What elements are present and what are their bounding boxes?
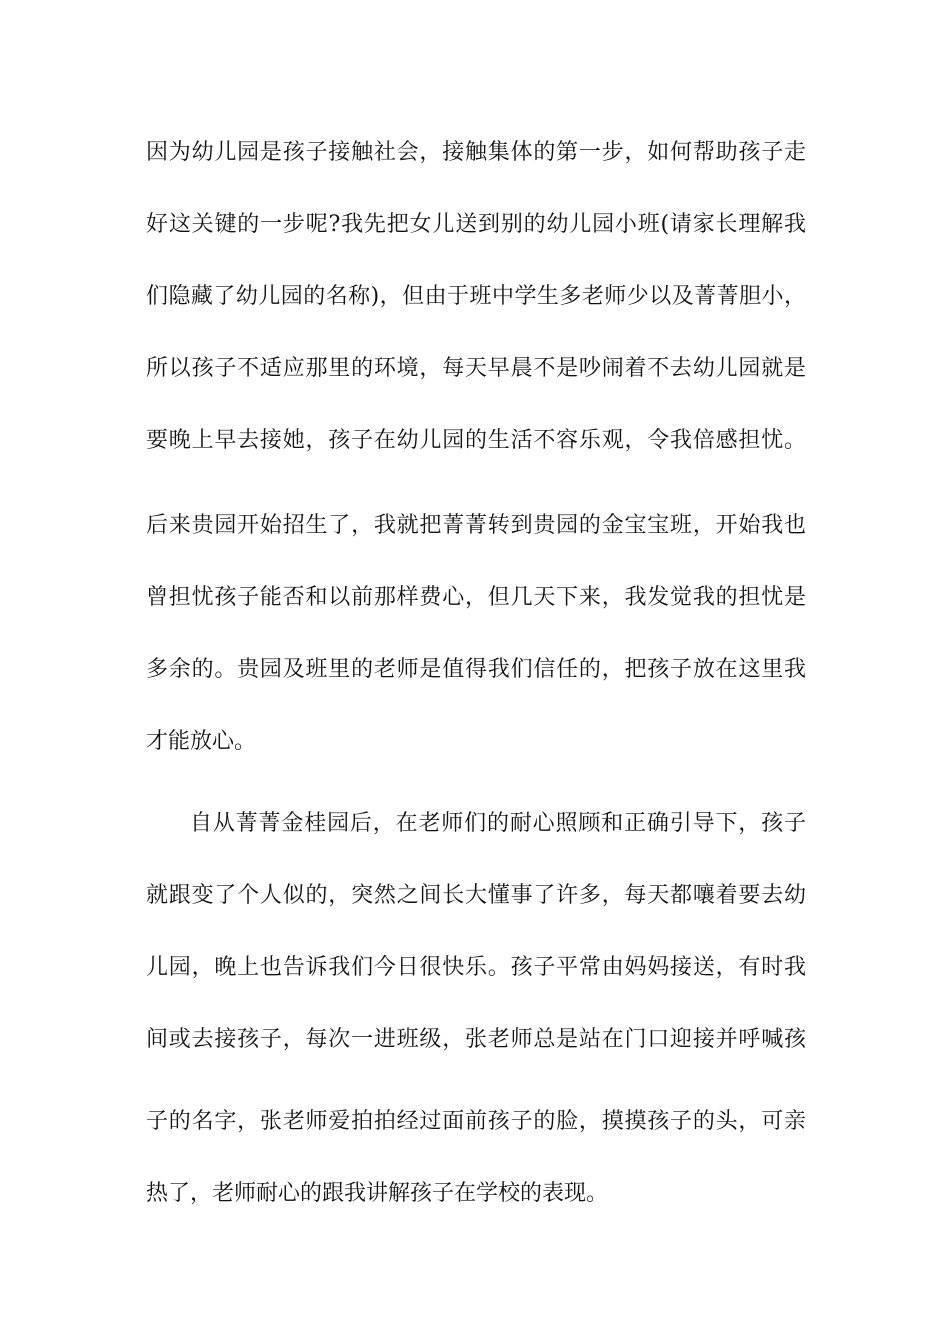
text-line: 热了，老师耐心的跟我讲解孩子在学校的表现。 bbox=[146, 1181, 609, 1206]
text-line: 们隐藏了幼儿园的名称)，但由于班中学生多老师少以及菁菁胆小， bbox=[146, 284, 806, 309]
text-line: 好这关键的一步呢?我先把女儿送到别的幼儿园小班(请家长理解我 bbox=[146, 212, 806, 237]
text-line: 所以孩子不适应那里的环境，每天早晨不是吵闹着不去幼儿园就是 bbox=[146, 356, 806, 381]
text-line: 间或去接孩子，每次一进班级，张老师总是站在门口迎接并呼喊孩 bbox=[146, 1027, 806, 1052]
text-line: 子的名字，张老师爱拍拍经过面前孩子的脸，摸摸孩子的头，可亲 bbox=[146, 1109, 806, 1134]
text-line: 自从菁菁金桂园后，在老师们的耐心照顾和正确引导下，孩子 bbox=[190, 811, 806, 836]
text-line: 要晚上早去接她，孩子在幼儿园的生活不容乐观，令我倍感担忧。 bbox=[146, 428, 806, 453]
text-line: 多余的。贵园及班里的老师是值得我们信任的，把孩子放在这里我 bbox=[146, 657, 806, 682]
text-line: 后来贵园开始招生了，我就把菁菁转到贵园的金宝宝班，开始我也 bbox=[146, 513, 806, 538]
text-line: 因为幼儿园是孩子接触社会，接触集体的第一步，如何帮助孩子走 bbox=[146, 140, 806, 165]
text-line: 曾担忧孩子能否和以前那样费心，但几天下来，我发觉我的担忧是 bbox=[146, 585, 806, 610]
text-line: 就跟变了个人似的，突然之间长大懂事了许多，每天都嚷着要去幼 bbox=[146, 883, 806, 908]
text-line: 才能放心。 bbox=[146, 729, 257, 754]
text-line: 儿园，晚上也告诉我们今日很快乐。孩子平常由妈妈接送，有时我 bbox=[146, 955, 806, 980]
